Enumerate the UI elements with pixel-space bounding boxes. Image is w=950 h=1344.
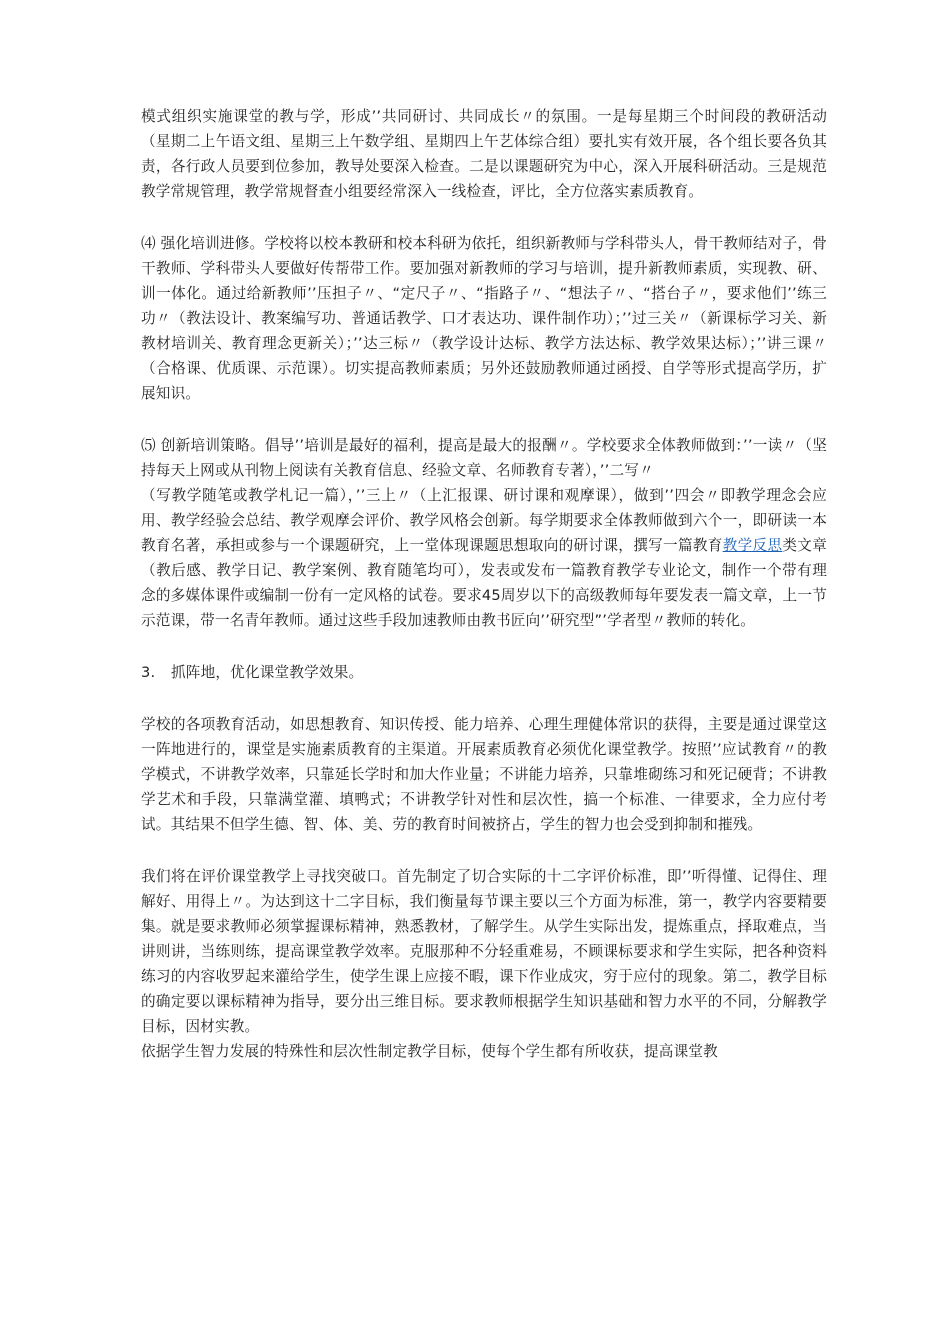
document-page — [141, 104, 827, 1064]
section-heading-3 — [141, 660, 827, 685]
section-title: 抓阵地，优化课堂教学效果。 — [171, 664, 364, 681]
paragraph-classroom: 学校的各项教育活动，如思想教育、知识传授、能力培养、心理生理健体常识的获得，主要是通过课堂这一阵地进行的，课堂是实施素质教育的主渠道。开展素质教育必须优化课堂教学。按照’’应试教育〃的教学模式，不讲教学效率，只靠延长学时和加大作业量；不讲能力培养，只靠堆砌练习和死记硬背；不讲教学艺术和手段，只靠满堂灌、填鸭式；不讲教学针对性和层次性，搞一个标准、一律要求，全力应付考试。其结果不但学生德、智、体、美、劳的教育时间被挤占，学生的智力也会受到抑制和摧残。 — [141, 716, 827, 833]
paragraph-objectives: 依据学生智力发展的特殊性和层次性制定教学目标，使每个学生都有所收获，提高课堂教 — [141, 1043, 718, 1060]
teaching-reflection-link[interactable]: 教学反思 — [722, 537, 783, 554]
training-strategy-intro: ⑸ 创新培训策略。倡导’’培训是最好的福利，提高是最大的报酬〃。学校要求全体教师做到：’’一读〃（坚持每天上网或从刊物上阅读有关教育信息、经验文章、名师教育专著），’’二写〃 — [141, 437, 827, 479]
paragraph-evaluation: 我们将在评价课堂教学上寻找突破口。首先制定了切合实际的十二字评价标准，即’’听得懂、记得住、理解好、用得上〃。为达到这十二字目标，我们衡量每节课主要以三个方面为标准，第一，教学内容要精要集。就是要求教师必须掌握课标精神，熟悉教材，了解学生。从学生实际出发，提炼重点，择取难点，当讲则讲，当练则练，提高课堂教学效率。克服那种不分轻重难易，不顾课标要求和学生实际，把各种资料练习的内容收罗起来灌给学生，使学生课上应接不暇，课下作业成灾，穷于应付的现象。第二，教学目标的确定要以课标精神为指导，要分出三维目标。要求教师根据学生知识基础和智力水平的不同，分解教学目标，因材实教。 — [141, 868, 827, 1035]
section-number: 3. — [141, 664, 156, 681]
training-strategy-text-2: 类文章（教后感、教学日记、教学案例、教育随笔均可），发表或发布一篇教育教学专业论文，制作一个带有理念的多媒体课件或编制一份有一定风格的试卷。要求45周岁以下的高级教师每年要发表一篇文章，上一节示范课，带一名青年教师。通过这些手段加速教师由教书匠向’’研究型”’学者型〃教师的转化。 — [141, 537, 827, 629]
training-strategy-text-1: （写教学随笔或教学札记一篇），’’三上〃（上汇报课、研讨课和观摩课），做到’’四会〃即教学理念会应用、教学经验会总结、教学观摩会评价、教学风格会创新。每学期要求全体教师做到六个一，即研读一本教育名著，承担或参与一个课题研究，上一堂体现课题思想取向的研讨课，撰写一篇教育 — [141, 487, 827, 554]
paragraph-training: ⑷ 强化培训进修。学校将以校本教研和校本科研为依托，组织新教师与学科带头人，骨干教师结对子，骨干教师、学科带头人要做好传帮带工作。要加强对新教师的学习与培训，提升新教师素质，实现教、研、训一体化。通过给新教师’’压担子〃、“定尺子〃、“指路子〃、“想法子〃、“搭台子〃，要求他们’’练三功〃（教法设计、教案编写功、普通话教学、口才表达功、课件制作功）；’’过三关〃（新课标学习关、新教材培训关、教育理念更新关）；’’达三标〃（教学设计达标、教学方法达标、教学效果达标）；’’讲三课〃（合格课、优质课、示范课）。切实提高教师素质；另外还鼓励教师通过函授、自学等形式提高学历，扩展知识。 — [141, 235, 827, 402]
paragraph-teaching-research: 模式组织实施课堂的教与学，形成’’共同研讨、共同成长〃的氛围。一是每星期三个时间段的教研活动（星期二上午语文组、星期三上午数学组、星期四上午艺体综合组）要扎实有效开展，各个组长要各负其责，各行政人员要到位参加，教导处要深入检查。二是以课题研究为中心，深入开展科研活动。三是规范教学常规管理，教学常规督查小组要经常深入一线检查，评比，全方位落实素质教育。 — [141, 108, 827, 200]
paragraph-training-strategy — [141, 433, 827, 633]
training-strategy-body — [141, 483, 827, 633]
